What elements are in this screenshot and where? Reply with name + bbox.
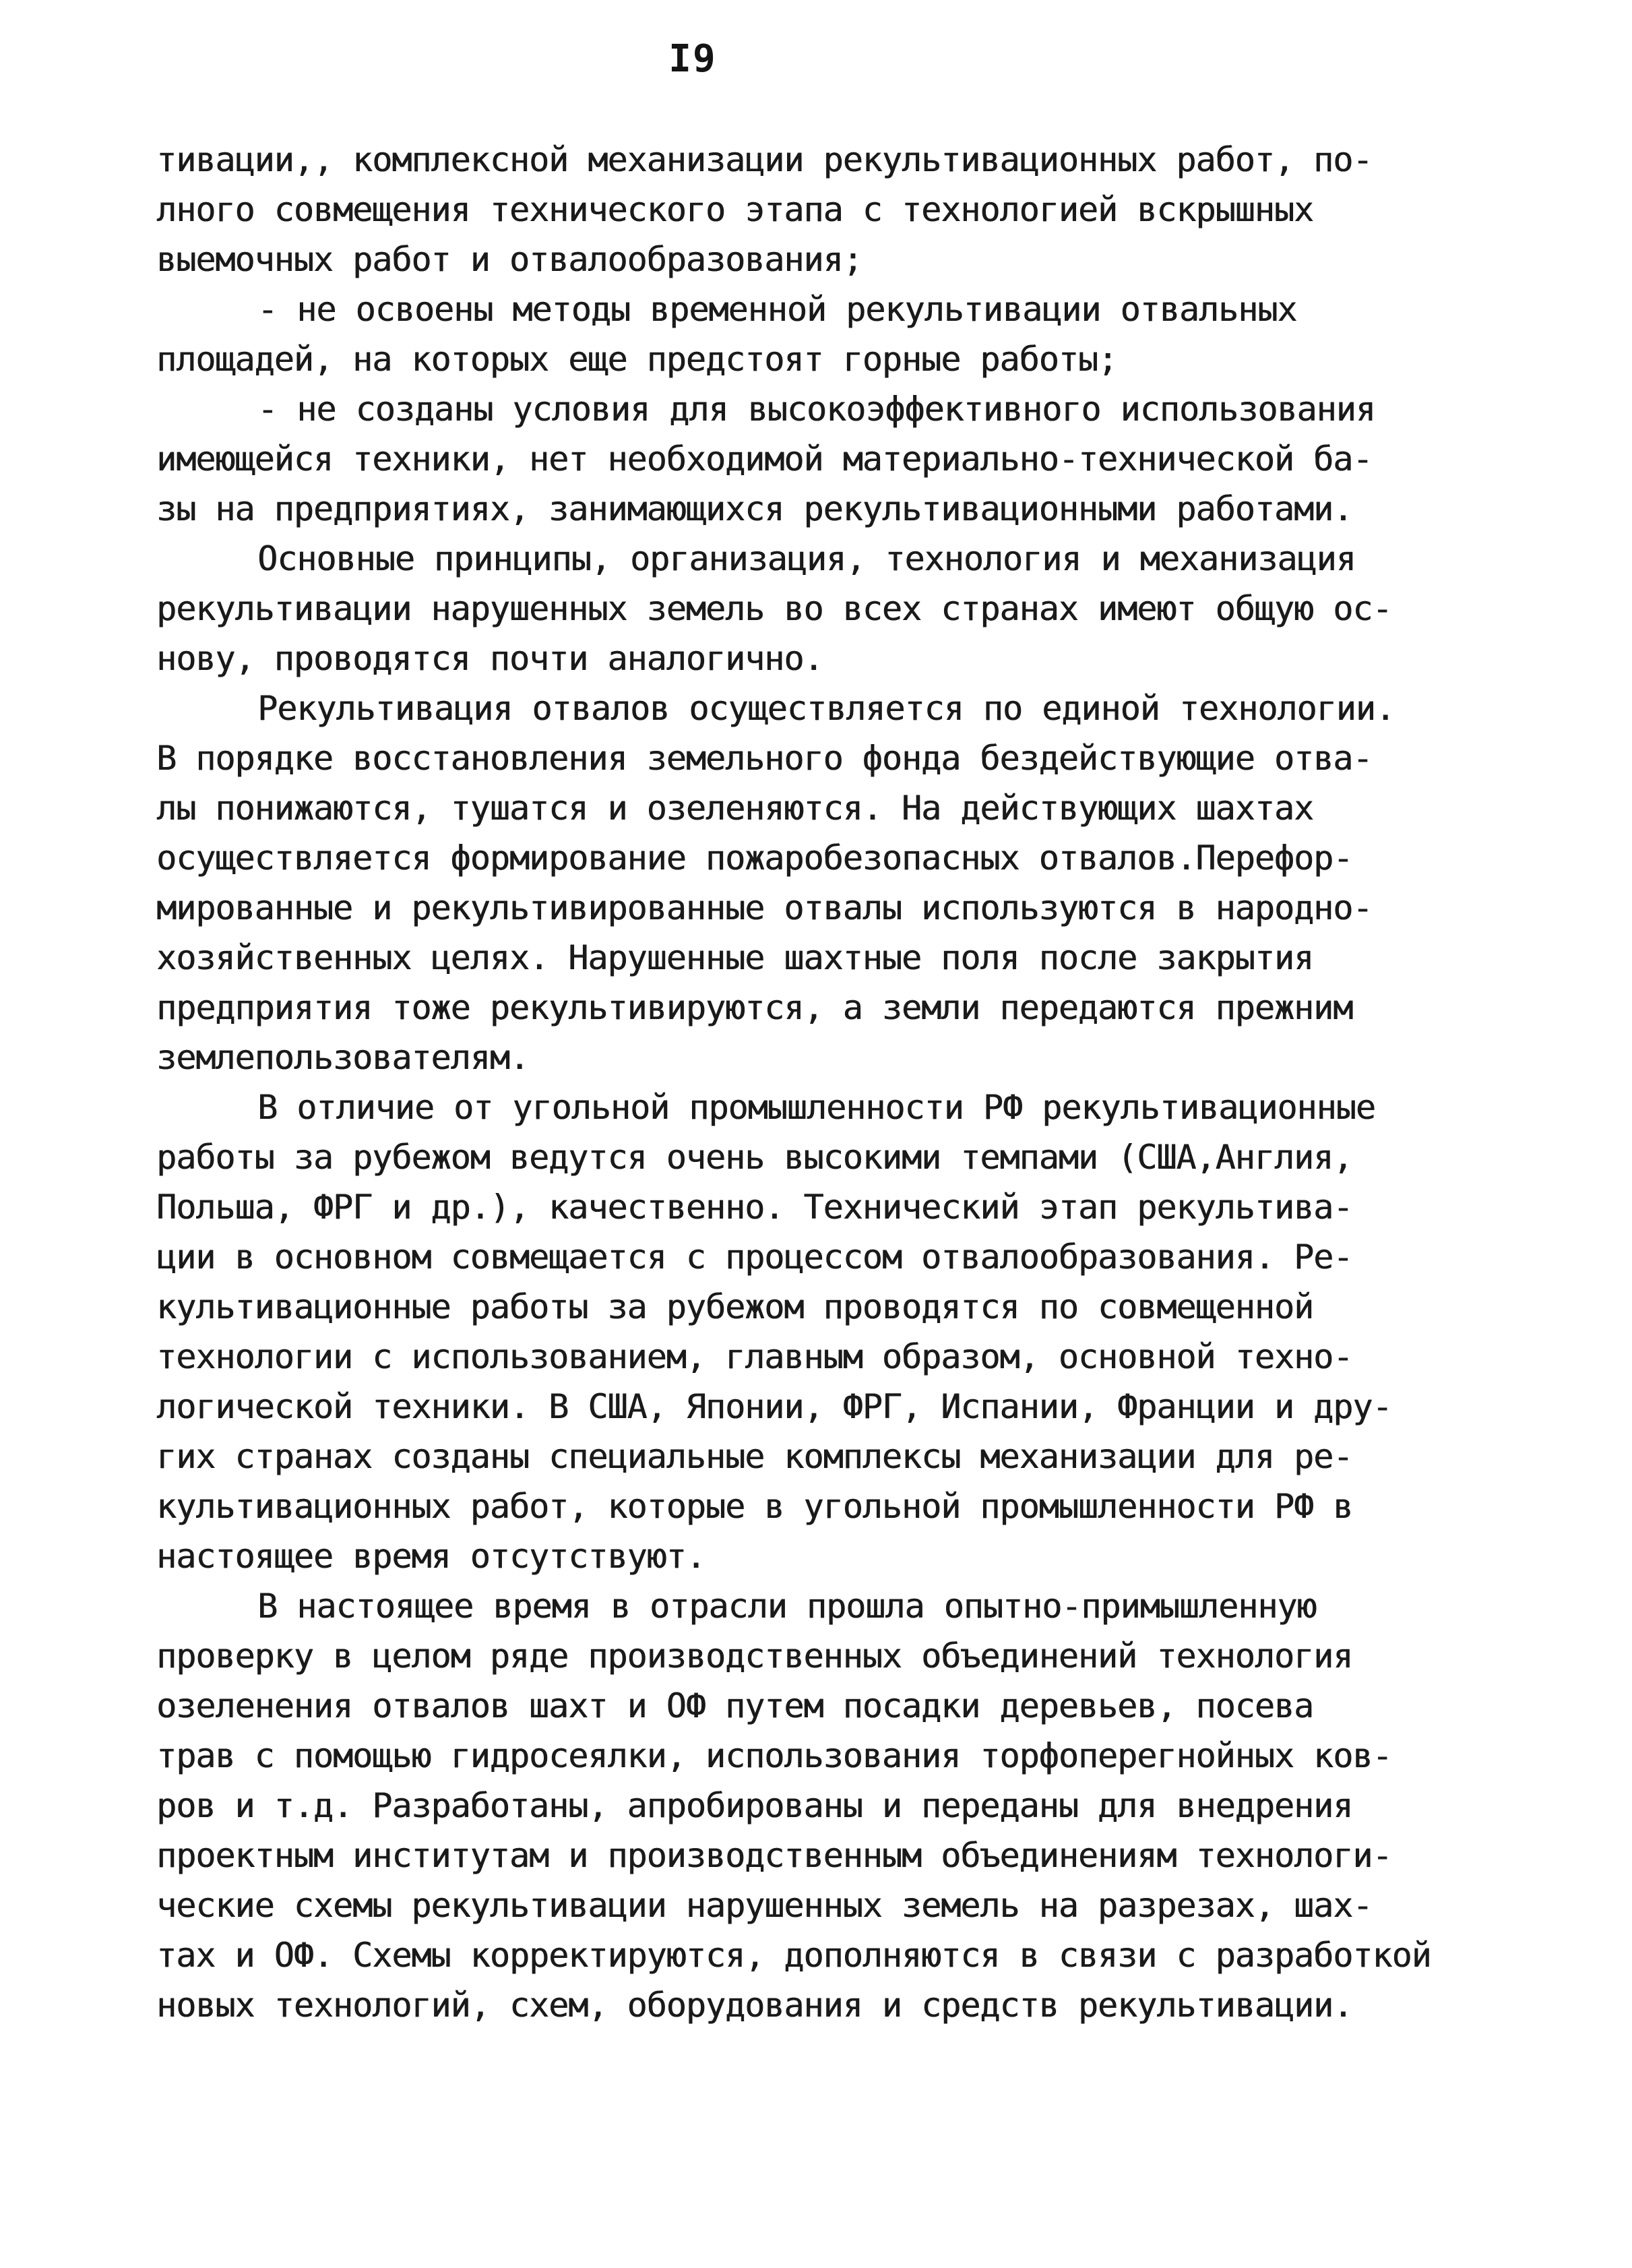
text-line: проектным институтам и производственным объединениям технологи- xyxy=(156,1836,1392,1875)
text-line: В порядке восстановления земельного фонда бездействующие отва- xyxy=(156,739,1373,778)
text-line: ческие схемы рекультивации нарушенных земель на разрезах, шах- xyxy=(156,1886,1373,1925)
text-line: хозяйственных целях. Нарушенные шахтные поля после закрытия xyxy=(156,938,1314,977)
text-line: гих странах созданы специальные комплексы механизации для ре- xyxy=(156,1437,1353,1476)
text-line: имеющейся техники, нет необходимой материально-технической ба- xyxy=(156,439,1373,479)
text-line: новых технологий, схем, оборудования и средств рекультивации. xyxy=(156,1986,1353,2025)
text-line: - не освоены методы временной рекультивации отвальных xyxy=(257,290,1297,329)
text-line: тивации,, комплексной механизации рекультивационных работ, по- xyxy=(156,140,1373,179)
text-line: трав с помощью гидросеялки, использования торфоперегнойных ков- xyxy=(156,1736,1392,1775)
text-line: нову, проводятся почти аналогично. xyxy=(156,639,823,678)
text-line: - не созданы условия для высокоэффективного использования xyxy=(257,390,1375,429)
text-line: лы понижаются, тушатся и озеленяются. На действующих шахтах xyxy=(156,789,1314,828)
text-line: землепользователям. xyxy=(156,1038,529,1077)
text-line: осуществляется формирование пожаробезопасных отвалов.Перефор- xyxy=(156,838,1353,878)
text-line: В отличие от угольной промышленности РФ рекультивационные xyxy=(257,1088,1375,1127)
body-text xyxy=(156,135,1544,2030)
text-line: предприятия тоже рекультивируются, а земли передаются прежним xyxy=(156,988,1353,1027)
page-number: I9 xyxy=(668,37,717,81)
text-line: озеленения отвалов шахт и ОФ путем посадки деревьев, посева xyxy=(156,1686,1314,1725)
text-line: ров и т.д. Разработаны, апробированы и переданы для внедрения xyxy=(156,1786,1353,1825)
text-line: площадей, на которых еще предстоят горные работы; xyxy=(156,340,1118,379)
text-line: лного совмещения технического этапа с технологией вскрышных xyxy=(156,190,1314,229)
text-line: В настоящее время в отрасли прошла опытно-примышленную xyxy=(257,1587,1317,1626)
text-line: культивационных работ, которые в угольной промышленности РФ в xyxy=(156,1487,1353,1526)
text-line: логической техники. В США, Японии, ФРГ, Испании, Франции и дру- xyxy=(156,1387,1392,1426)
text-line: ции в основном совмещается с процессом отвалообразования. Ре- xyxy=(156,1237,1353,1277)
text-line: тах и ОФ. Схемы корректируются, дополняются в связи с разработкой xyxy=(156,1936,1431,1975)
text-line: культивационные работы за рубежом проводятся по совмещенной xyxy=(156,1287,1314,1326)
text-line: зы на предприятиях, занимающихся рекультивационными работами. xyxy=(156,489,1353,528)
text-line: технологии с использованием, главным образом, основной техно- xyxy=(156,1337,1353,1376)
text-line: Основные принципы, организация, технология и механизация xyxy=(257,539,1356,578)
text-line: Польша, ФРГ и др.), качественно. Технический этап рекультива- xyxy=(156,1188,1353,1227)
text-line: работы за рубежом ведутся очень высокими темпами (США,Англия, xyxy=(156,1138,1353,1177)
text-line: мированные и рекультивированные отвалы используются в народно- xyxy=(156,888,1373,927)
text-line: Рекультивация отвалов осуществляется по единой технологии. xyxy=(257,689,1395,728)
text-line: настоящее время отсутствуют. xyxy=(156,1537,705,1576)
text-line: проверку в целом ряде производственных объединений технология xyxy=(156,1636,1353,1676)
text-line: выемочных работ и отвалообразования; xyxy=(156,240,862,279)
text-line: рекультивации нарушенных земель во всех странах имеют общую ос- xyxy=(156,589,1392,628)
